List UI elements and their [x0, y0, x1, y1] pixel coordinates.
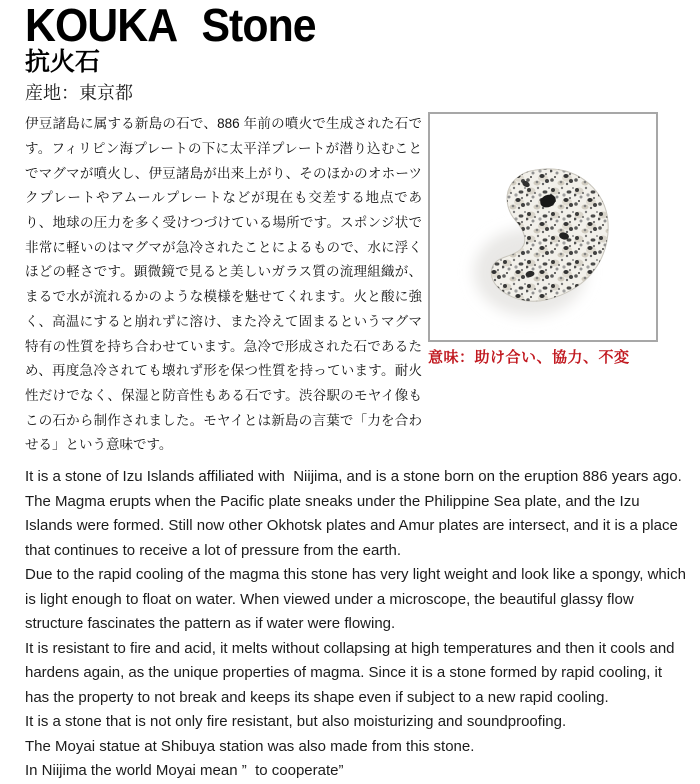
- content-row: [25, 112, 682, 458]
- origin-label: 産地：東京都: [25, 83, 133, 104]
- english-description: [25, 465, 691, 784]
- english-paragraph: The Magma erupts when the Pacific plate sneaks under the Philippine Sea plate, and the Izu Islands were formed. Still now other Okhotsk plates and Amur plates are intersect, and it is a place that continues to receive a lot of pressure from the earth.: [25, 492, 682, 559]
- english-paragraph: In Niijima the world Moyai mean ” to cooperate”: [25, 762, 344, 780]
- meaning-caption: 意味：助け合い、協力、不変: [428, 349, 630, 367]
- stone-photo-frame: [428, 112, 658, 342]
- english-paragraph: It is a stone that is not only fire resistant, but also moisturizing and soundproofing.: [25, 713, 567, 731]
- english-paragraph: Due to the rapid cooling of the magma this stone has very light weight and look like a spongy, which is light enough to float on water. When viewed under a microscope, the beautiful glassy flow structure fascinates the pattern as if water were flowing.: [25, 566, 691, 633]
- page-title: KOUKA Stone: [25, 0, 316, 51]
- japanese-description: 伊豆諸島に属する新島の石で、886 年前の噴火で生成された石です。フィリピン海プレートの下に太平洋プレートが潜り込むことでマグマが噴火し、伊豆諸島が出来上がり、そのほかのオホーツクプレートやアムールプレートなどが現在も交差する地点であり、地球の圧力を多く受けつづけている場所です。スポンジ状で非常に軽いのはマグマが急冷されたことによるもので、水に浮くほどの軽さです。顕微鏡で見ると美しいガラス質の流理組織が、まるで水が流れるかのような模様を魅せてくれます。火と酸に強く、高温にすると崩れずに溶け、また冷えて固まるというマグマ特有の性質を持ち合わせています。急冷で形成された石であるため、再度急冷されても壊れず形を保つ性質を持っています。耐火性だけでなく、保湿と防音性もある石です。渋谷駅のモヤイ像もこの石から制作されました。モヤイとは新島の言葉で「力を合わせる」という意味です。: [25, 116, 422, 453]
- stone-photo-icon: [430, 114, 656, 340]
- stone-figure: [428, 112, 658, 367]
- english-paragraph: It is resistant to fire and acid, it melts without collapsing at high temperatures and then it cools and hardens again, as the unique properties of magma. Since it is a stone formed by rapid cooling, it has the property to not break and keeps its shape even if subject to a new rapid cooling.: [25, 639, 679, 706]
- english-paragraph: The Moyai statue at Shibuya station was also made from this stone.: [25, 737, 475, 755]
- page-title-japanese: 抗火石: [25, 48, 101, 76]
- header: [25, 2, 682, 105]
- english-paragraph: It is a stone of Izu Islands affiliated with Niijima, and is a stone born on the eruption 886 years ago.: [25, 468, 682, 486]
